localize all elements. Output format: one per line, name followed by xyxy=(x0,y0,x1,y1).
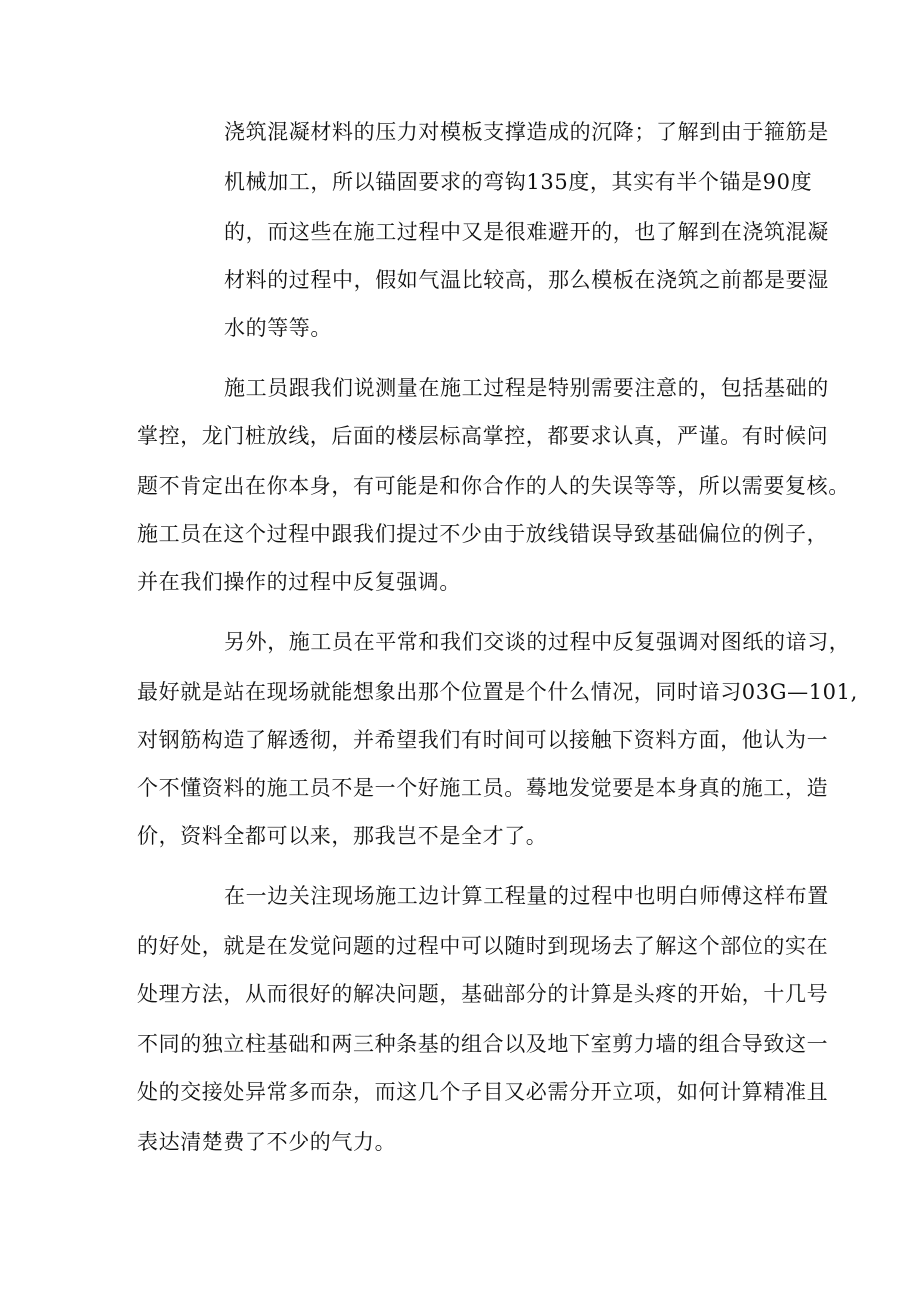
text-line: 另外，施工员在平常和我们交谈的过程中反复强调对图纸的谙习， xyxy=(224,630,851,654)
text-line: 不同的独立柱基础和两三种条基的组合以及地下室剪力墙的组合导致这一 xyxy=(137,1032,829,1056)
text-line: 浇筑混凝材料的压力对模板支撑造成的沉降；了解到由于箍筋是 xyxy=(224,120,829,144)
text-line: 水的等等。 xyxy=(224,316,332,340)
text-line: 最好就是站在现场就能想象出那个位置是个什么情况，同时谙习03G—101, xyxy=(137,680,858,704)
text-line: 表达清楚费了不少的气力。 xyxy=(137,1130,397,1154)
text-line: 施工员在这个过程中跟我们提过不少由于放线错误导致基础偏位的例子， xyxy=(137,522,829,546)
text-line: 题不肯定出在你本身，有可能是和你合作的人的失误等等，所以需要复核。 xyxy=(137,474,850,498)
text-line: 材料的过程中，假如气温比较高，那么模板在浇筑之前都是要湿 xyxy=(224,268,829,292)
text-line: 并在我们操作的过程中反复强调。 xyxy=(137,570,461,594)
text-line: 的，而这些在施工过程中又是很难避开的，也了解到在浇筑混凝 xyxy=(224,220,829,244)
text-line: 个不懂资料的施工员不是一个好施工员。蓦地发觉要是本身真的施工，造 xyxy=(137,776,829,800)
text-line: 价，资料全都可以来，那我岂不是全才了。 xyxy=(137,824,548,848)
text-line: 处理方法，从而很好的解决问题，基础部分的计算是头疼的开始，十几号 xyxy=(137,982,829,1006)
text-line: 施工员跟我们说测量在施工过程是特别需要注意的，包括基础的 xyxy=(224,376,829,400)
text-line: 在一边关注现场施工边计算工程量的过程中也明白师傅这样布置 xyxy=(224,884,829,908)
text-line: 对钢筋构造了解透彻，并希望我们有时间可以接触下资料方面，他认为一 xyxy=(137,728,829,752)
text-line: 处的交接处异常多而杂，而这几个子目又必需分开立项，如何计算精准且 xyxy=(137,1080,829,1104)
text-line: 的好处，就是在发觉问题的过程中可以随时到现场去了解这个部位的实在 xyxy=(137,934,829,958)
text-line: 机械加工，所以锚固要求的弯钩135度，其实有半个锚是90度 xyxy=(224,170,813,194)
text-line: 掌控，龙门桩放线，后面的楼层标高掌控，都要求认真，严谨。有时候问 xyxy=(137,424,829,448)
